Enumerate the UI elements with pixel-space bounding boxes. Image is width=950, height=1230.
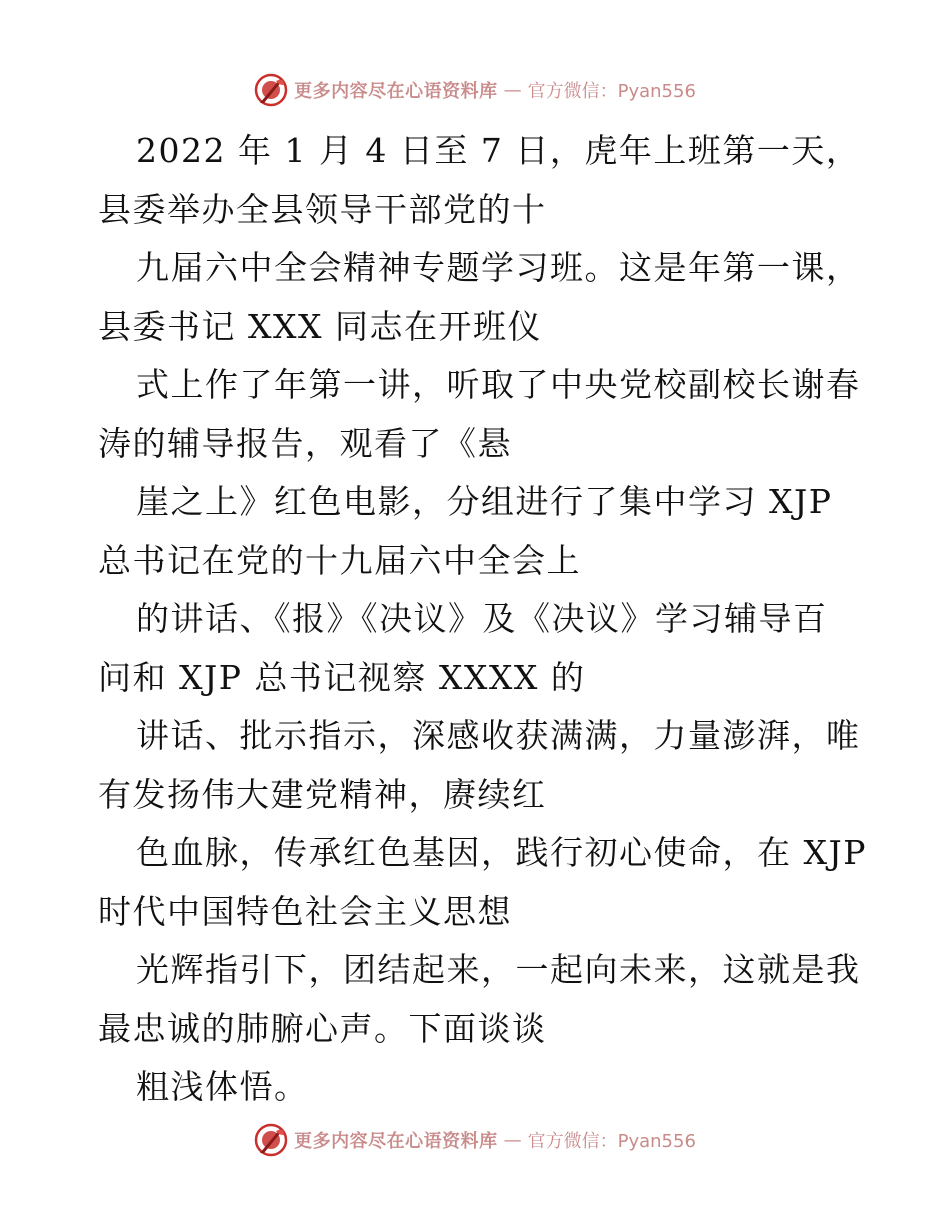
- body-line: 总书记在党的十九届六中全会上: [98, 540, 581, 580]
- watermark-wechat-text: 官方微信：Pyan556: [527, 1131, 696, 1152]
- watermark-site-text: 更多内容尽在心语资料库: [294, 1131, 498, 1152]
- body-line: 时代中国特色社会主义思想: [98, 891, 512, 931]
- body-line: 最忠诚的肺腑心声。下面谈谈: [98, 1008, 547, 1048]
- header-watermark: [0, 70, 950, 110]
- watermark-separator: —: [503, 1129, 522, 1151]
- feather-quill-icon: [254, 73, 288, 107]
- body-line: 县委书记 XXX 同志在开班仪: [98, 306, 542, 346]
- body-line: 光辉指引下，团结起来，一起向未来，这就是我: [136, 950, 861, 989]
- body-line: 县委举办全县领导干部党的十: [98, 189, 547, 229]
- body-line: 色血脉，传承红色基因，践行初心使命，在 XJP: [136, 833, 867, 872]
- body-line: 粗浅体悟。: [136, 1067, 309, 1106]
- watermark-separator: —: [503, 79, 522, 101]
- body-line: 的讲话、《报》《决议》及《决议》学习辅导百: [136, 599, 828, 638]
- watermark-wechat-text: 官方微信：Pyan556: [527, 81, 696, 102]
- body-line: 涛的辅导报告，观看了《悬: [98, 423, 512, 463]
- body-line: 讲话、批示指示，深感收获满满，力量澎湃，唯: [136, 716, 861, 755]
- watermark-site-text: 更多内容尽在心语资料库: [294, 81, 498, 102]
- body-line: 九届六中全会精神专题学习班。这是年第一课，: [136, 248, 861, 287]
- body-line: 有发扬伟大建党精神，赓续红: [98, 774, 547, 814]
- document-body: [98, 122, 867, 1117]
- feather-quill-icon: [254, 1123, 288, 1157]
- body-line: 问和 XJP 总书记视察 XXXX 的: [98, 657, 586, 697]
- body-line: 2022 年 1 月 4 日至 7 日，虎年上班第一天，: [136, 131, 861, 170]
- body-line: 崖之上》红色电影，分组进行了集中学习 XJP: [136, 482, 833, 521]
- footer-watermark: [0, 1120, 950, 1160]
- body-line: 式上作了年第一讲，听取了中央党校副校长谢春: [136, 365, 861, 404]
